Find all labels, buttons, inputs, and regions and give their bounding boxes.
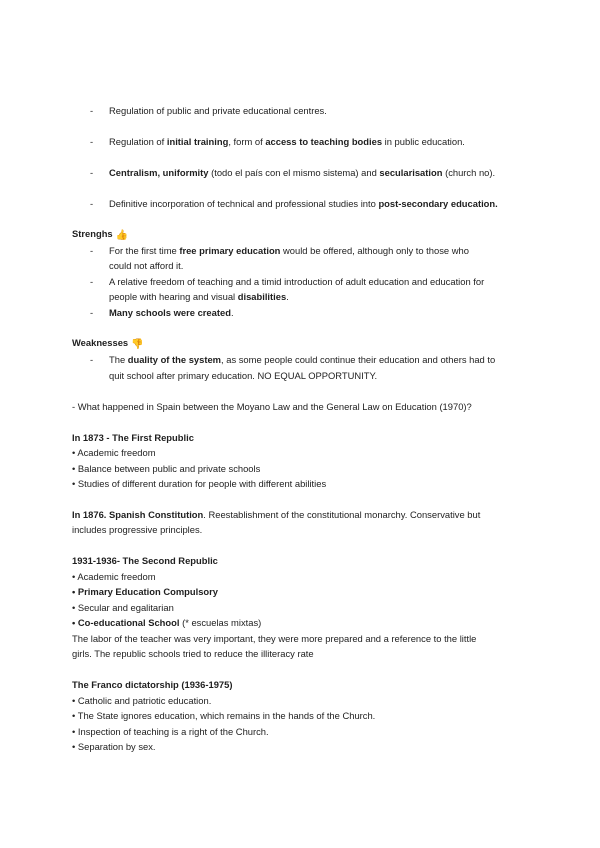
strength-item-1-line-1 <box>109 245 469 257</box>
text-run: would be offered, although only to those who <box>280 245 469 256</box>
second-republic-heading <box>72 555 218 567</box>
text-run: Regulation of <box>109 136 167 147</box>
second-republic-item: • Secular and egalitarian <box>72 602 174 613</box>
list-dash: - <box>90 354 94 365</box>
text-run: people with hearing and visual <box>109 291 238 302</box>
strength-item-3 <box>109 307 234 319</box>
bold-text-run: • Co-educational School <box>72 617 180 628</box>
constitution-line-1 <box>72 509 480 521</box>
top-list-item-4 <box>109 198 498 210</box>
list-dash: - <box>90 136 94 147</box>
list-dash: - <box>90 105 94 116</box>
weakness-item-1-line-1 <box>109 354 495 366</box>
text-run: . <box>286 291 289 302</box>
bold-text-run: access to teaching bodies <box>265 136 383 147</box>
text-run: Regulation of public and private educational centres. <box>109 105 327 116</box>
question-line: - What happened in Spain between the Moyano Law and the General Law on Education (1970)? <box>72 401 472 412</box>
second-republic-heading-text: 1931-1936- The Second Republic <box>72 555 218 566</box>
thumbs-up-icon: 👍 <box>115 230 129 241</box>
strengths-heading <box>72 228 128 242</box>
franco-item: • Separation by sex. <box>72 741 156 752</box>
strengths-heading-text: Strenghs <box>72 228 113 239</box>
top-list-item-3 <box>109 167 495 179</box>
text-run: (church no). <box>442 167 496 178</box>
second-republic-item <box>72 586 218 598</box>
first-republic-item: • Academic freedom <box>72 447 156 458</box>
list-dash: - <box>90 167 94 178</box>
weakness-item-1-line-2: quit school after primary education. NO EQUAL OPPORTUNITY. <box>109 370 378 381</box>
first-republic-item: • Balance between public and private schools <box>72 463 261 474</box>
bold-text-run: initial training <box>166 136 229 147</box>
bold-text-run: post-secondary education. <box>378 198 498 209</box>
bold-text-run: duality of the system <box>127 354 222 365</box>
list-dash: - <box>90 198 94 209</box>
text-run: (todo el país con el mismo sistema) and <box>208 167 380 178</box>
bold-text-run: Many schools were created <box>109 307 231 318</box>
franco-heading-text: The Franco dictatorship (1936-1975) <box>72 679 233 690</box>
strength-item-1-line-2: could not afford it. <box>109 260 184 271</box>
weaknesses-heading-text: Weaknesses <box>72 337 129 348</box>
franco-heading <box>72 679 232 691</box>
second-republic-item: • Academic freedom <box>72 571 156 582</box>
bold-text-run: disabilities <box>237 291 287 302</box>
thumbs-down-icon: 👎 <box>131 339 144 350</box>
bold-text-run: In 1876. Spanish Constitution <box>72 509 204 520</box>
text-run: . Reestablishment of the constitutional monarchy. Conservative but <box>203 509 481 520</box>
text-run: . <box>230 307 234 318</box>
bold-text-run: Centralism, uniformity <box>109 167 209 178</box>
list-dash: - <box>90 307 94 318</box>
bold-text-run: free primary education <box>179 245 281 256</box>
text-run: in public education. <box>382 136 465 147</box>
text-run: , as some people could continue their education and others had to <box>221 354 496 365</box>
list-dash: - <box>90 245 94 256</box>
franco-item: • Inspection of teaching is a right of the Church. <box>72 726 269 737</box>
bold-text-run: secularisation <box>379 167 443 178</box>
franco-item: • Catholic and patriotic education. <box>72 695 212 706</box>
franco-item: • The State ignores education, which remains in the hands of the Church. <box>72 710 376 721</box>
first-republic-item: • Studies of different duration for people with different abilities <box>72 478 327 489</box>
second-republic-paragraph-line-2: girls. The republic schools tried to reduce the illiteracy rate <box>72 648 314 659</box>
list-dash: - <box>90 276 94 287</box>
weaknesses-heading <box>72 337 144 351</box>
strength-item-2-line-2 <box>109 291 289 303</box>
constitution-line-2: includes progressive principles. <box>72 524 203 535</box>
second-republic-paragraph-line-1: The labor of the teacher was very important, they were more prepared and a reference to the little <box>72 633 477 644</box>
strength-item-2-line-1: A relative freedom of teaching and a timid introduction of adult education and education for <box>109 276 485 287</box>
text-run: For the first time <box>109 245 180 256</box>
text-run: Definitive incorporation of technical and professional studies into <box>109 198 379 209</box>
first-republic-heading <box>72 432 194 444</box>
top-list-item-2 <box>109 136 465 148</box>
first-republic-heading-text: In 1873 - The First Republic <box>72 432 194 443</box>
text-run: The <box>109 354 128 365</box>
second-republic-item <box>72 617 261 629</box>
top-list-item-1 <box>109 105 327 117</box>
text-run: , form of <box>228 136 266 147</box>
second-republic-item-bold: • Primary Education Compulsory <box>72 586 219 597</box>
text-run: (* escuelas mixtas) <box>179 617 262 628</box>
